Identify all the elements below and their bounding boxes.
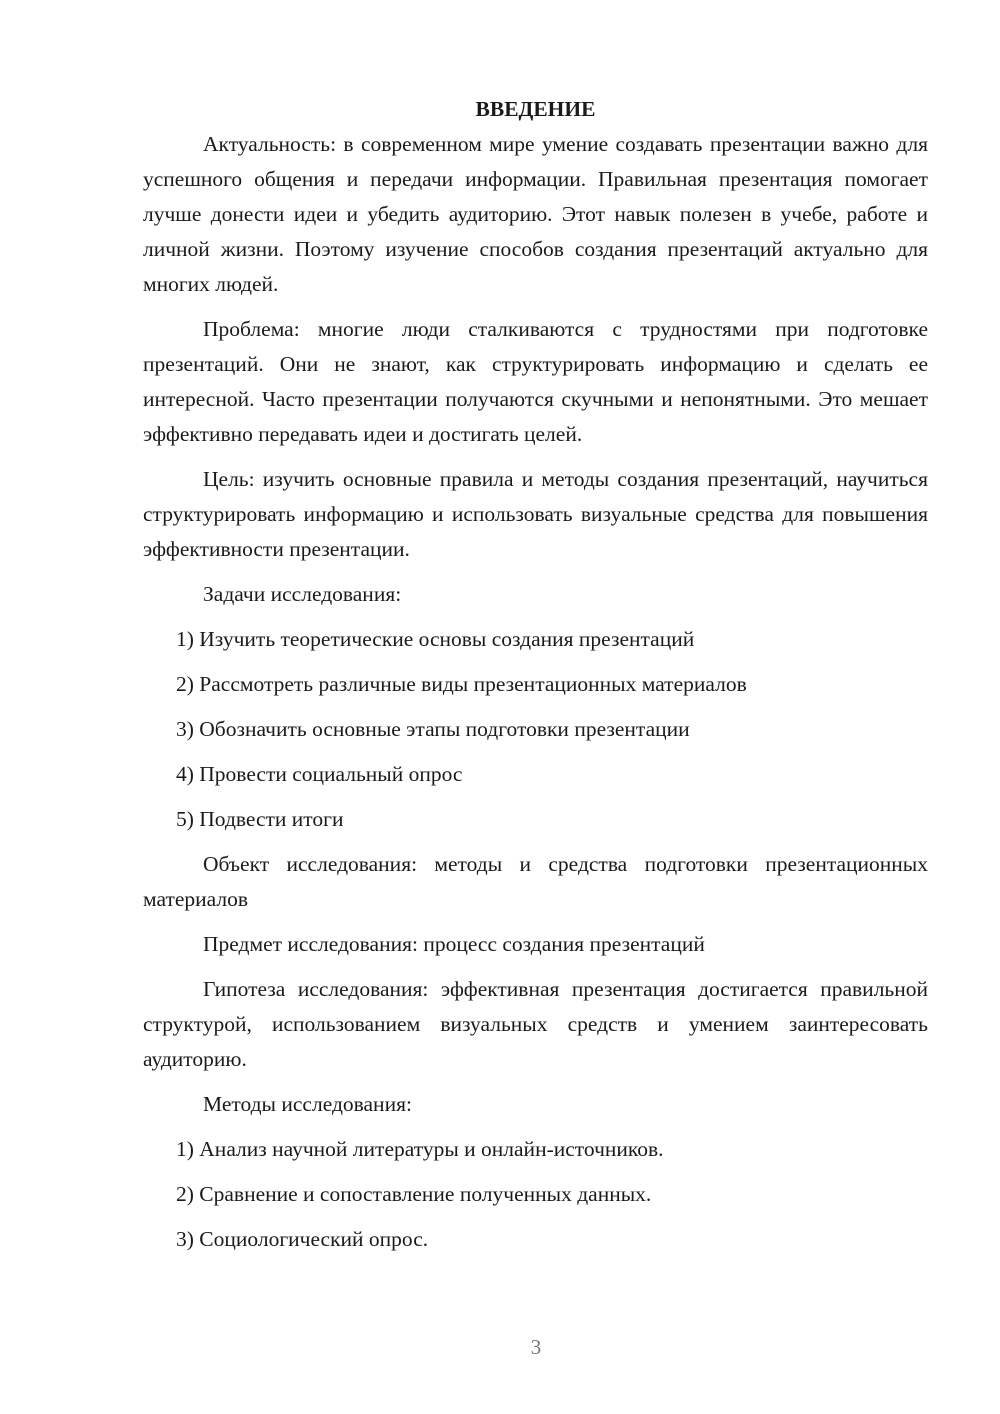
section-heading: ВВЕДЕНИЕ: [475, 97, 596, 121]
list-item: 2) Рассмотреть различные виды презентационных материалов: [176, 672, 747, 696]
list-item: 1) Изучить теоретические основы создания презентаций: [176, 627, 695, 651]
list-item: 3) Социологический опрос.: [176, 1227, 429, 1251]
list-item: 2) Сравнение и сопоставление полученных данных.: [176, 1182, 652, 1206]
document-page: [143, 92, 928, 1267]
hypothesis-paragraph: Гипотеза исследования: эффективная презентация достигается правильной структурой, использованием визуальных средств и умением заинтересовать аудиторию.: [143, 977, 928, 1071]
problem-paragraph: Проблема: многие люди сталкиваются с трудностями при подготовке презентаций. Они не знают, как структурировать информацию и сделать ее интересной. Часто презентации получаются скучными и непонятными. Это мешает эффективно передавать идеи и достигать целей.: [143, 317, 928, 446]
tasks-label: Задачи исследования:: [203, 582, 402, 606]
list-item: 5) Подвести итоги: [176, 807, 344, 831]
tasks-list: [143, 622, 928, 837]
list-item: 3) Обозначить основные этапы подготовки презентации: [176, 717, 690, 741]
subject-paragraph: Предмет исследования: процесс создания презентаций: [203, 932, 705, 956]
list-item: 4) Провести социальный опрос: [176, 762, 463, 786]
goal-paragraph: Цель: изучить основные правила и методы создания презентаций, научиться структурировать информацию и использовать визуальные средства для повышения эффективности презентации.: [143, 467, 928, 561]
list-item: 1) Анализ научной литературы и онлайн-источников.: [176, 1137, 664, 1161]
page-number: 3: [530, 1335, 542, 1359]
object-paragraph: Объект исследования: методы и средства подготовки презентационных материалов: [143, 852, 928, 911]
relevance-paragraph: Актуальность: в современном мире умение создавать презентации важно для успешного общения и передачи информации. Правильная презентация помогает лучше донести идеи и убедить аудиторию. Этот навык полезен в учебе, работе и личной жизни. Поэтому изучение способов создания презентаций актуально для многих людей.: [143, 132, 928, 296]
methods-label: Методы исследования:: [203, 1092, 412, 1116]
methods-list: [143, 1132, 928, 1257]
